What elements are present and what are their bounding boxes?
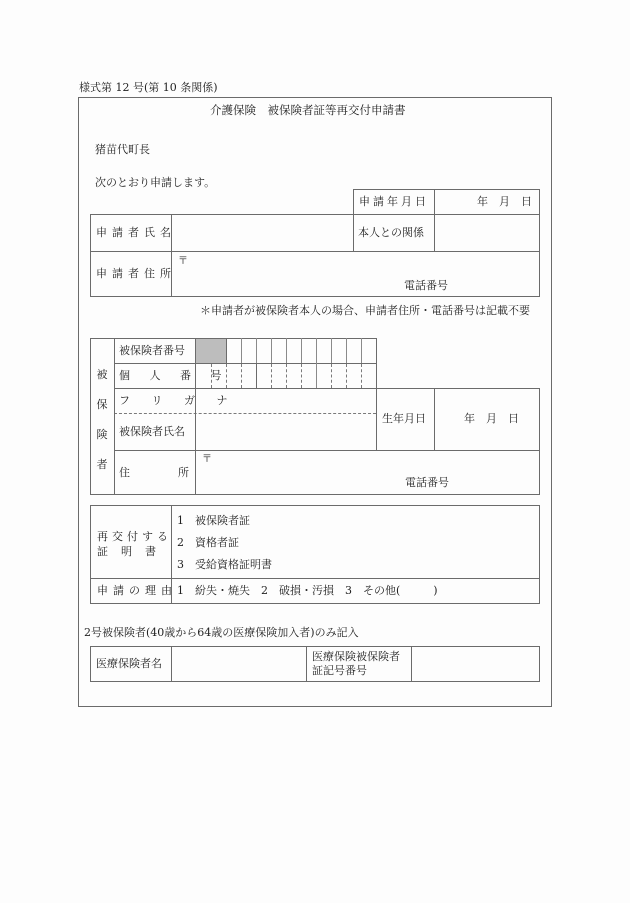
- birthdate-value: 年 月 日: [464, 412, 519, 425]
- applicant-address-field[interactable]: [172, 252, 539, 296]
- insured-postal-mark-icon: 〒: [202, 454, 212, 465]
- insurer-name-label: 医療保険者名: [96, 657, 162, 670]
- applicant-name-label: 申請者氏名: [96, 226, 176, 239]
- card-number-label-line1: 医療保険被保険者: [312, 650, 400, 663]
- personal-number-field[interactable]: [196, 364, 376, 388]
- reason-options[interactable]: 1 紛失・焼失 2 破損・汚損 3 その他( ): [177, 584, 438, 597]
- personal-number-label: 個 人 番 号: [119, 369, 230, 382]
- reissue-option-3[interactable]: 3 受給資格証明書: [177, 558, 272, 571]
- reissue-label-line2: 証 明 書: [97, 545, 157, 558]
- form-number: 様式第 12 号(第 10 条関係): [79, 81, 218, 94]
- insured-number-prefix-shaded: [196, 339, 226, 363]
- insured-number-field[interactable]: [227, 339, 376, 363]
- birthdate-label: 生年月日: [382, 412, 426, 425]
- form-title: 介護保険 被保険者証等再交付申請書: [210, 103, 406, 117]
- applicant-address-label: 申請者住所: [96, 267, 176, 280]
- insured-address-field[interactable]: [196, 451, 539, 494]
- intro-text: 次のとおり申請します。: [95, 176, 216, 189]
- insurer-name-field[interactable]: [172, 647, 306, 681]
- insured-number-label: 被保険者番号: [119, 344, 185, 357]
- insured-group-label-3: 険: [96, 428, 108, 441]
- applicant-name-field[interactable]: [172, 215, 353, 251]
- applicant-note: ＊申請者が被保険者本人の場合、申請者住所・電話番号は記載不要: [200, 304, 530, 317]
- card-number-field[interactable]: [412, 647, 539, 681]
- insured-group-label-1: 被: [96, 368, 108, 381]
- postal-mark-icon: 〒: [178, 256, 188, 267]
- application-date-label: 申請年月日: [359, 195, 429, 208]
- application-date-value: 年 月 日: [477, 195, 532, 208]
- relation-field[interactable]: [435, 215, 539, 251]
- insured-name-field[interactable]: [196, 414, 376, 450]
- secondary-heading: 2号被保険者(40歳から64歳の医療保険加入者)のみ記入: [84, 626, 359, 639]
- relation-label: 本人との関係: [358, 226, 424, 239]
- insured-address-label-2: 所: [178, 466, 189, 479]
- reissue-label-line1: 再交付する: [97, 530, 172, 543]
- insured-address-label-1: 住: [119, 466, 130, 479]
- insured-group-label-2: 保: [96, 398, 108, 411]
- insured-group-label-4: 者: [96, 458, 108, 471]
- card-number-label-line2: 証記号番号: [312, 664, 367, 677]
- reissue-option-2[interactable]: 2 資格者証: [177, 536, 239, 549]
- addressee: 猪苗代町長: [95, 143, 150, 156]
- reason-label: 申請の理由: [97, 584, 177, 597]
- furigana-label: フ リ ガ ナ: [119, 394, 237, 407]
- reissue-option-1[interactable]: 1 被保険者証: [177, 514, 250, 527]
- insured-phone-label: 電話番号: [405, 476, 449, 489]
- insured-name-label: 被保険者氏名: [119, 425, 185, 438]
- applicant-phone-label: 電話番号: [404, 279, 448, 292]
- furigana-field[interactable]: [196, 389, 376, 413]
